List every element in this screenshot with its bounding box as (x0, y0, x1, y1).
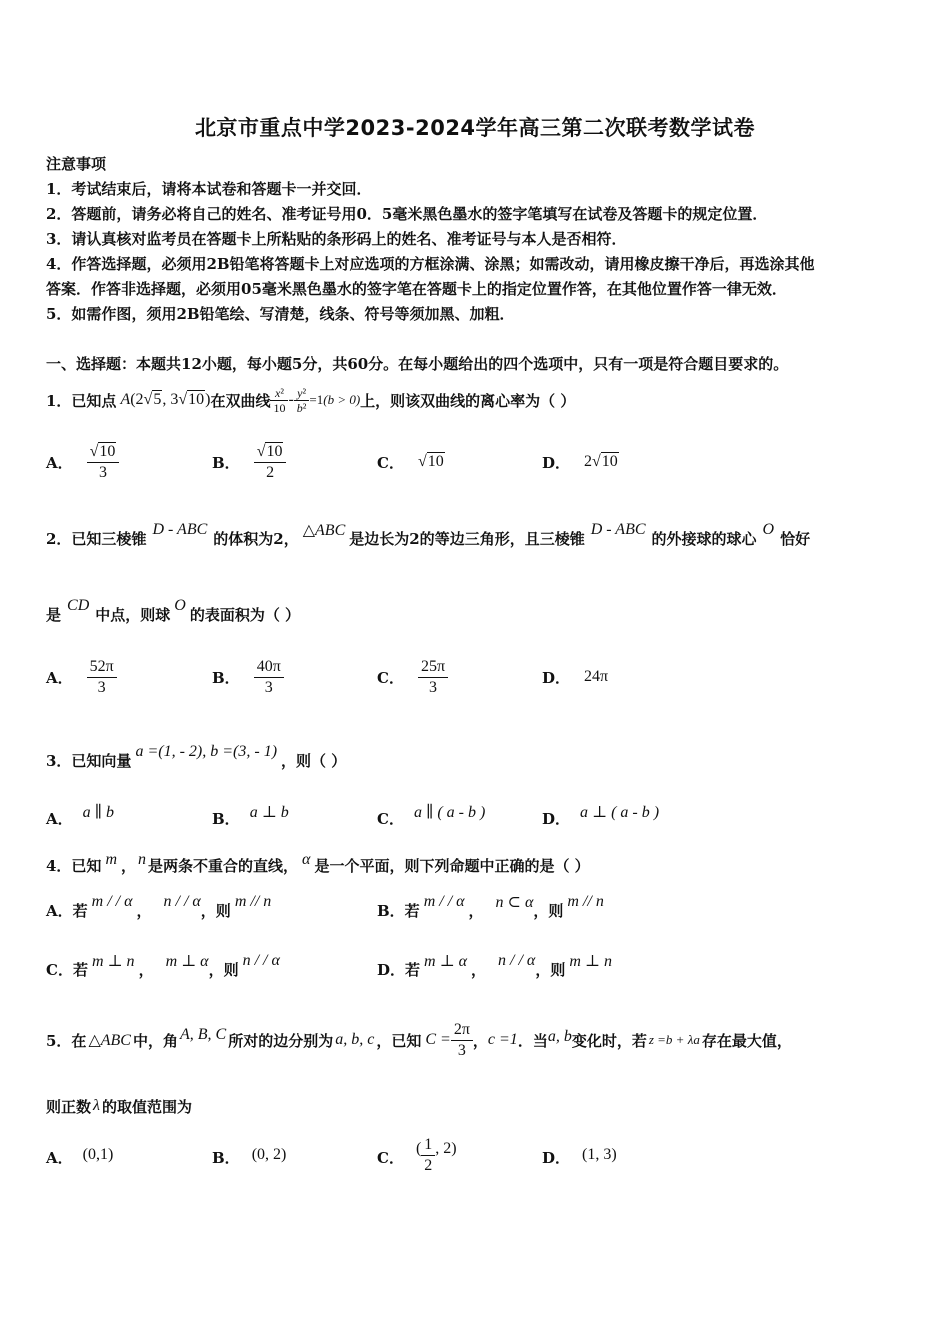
q4-c-then: ，则 (208, 960, 239, 979)
notice-item-4-cont: 答案．作答非选择题，必须用05毫米黑色墨水的签字笔在答题卡上的指定位置作答，在其他位置作答一律无效． (46, 280, 787, 298)
question-3 (46, 742, 346, 778)
q1-option-c[interactable] (377, 437, 445, 487)
option-label: B．若 (377, 901, 420, 920)
q3-option-d[interactable] (542, 800, 659, 836)
q2-option-b[interactable] (212, 652, 284, 702)
q2-option-c-value: $\frac{25\pi}{3}$ (418, 657, 448, 698)
q3-option-b-value: a ⊥ b (249, 804, 289, 821)
question-4 (46, 850, 590, 880)
q4-post: 是一个平面，则下列命题中正确的是（ ） (314, 856, 590, 875)
option-label: A． (46, 453, 73, 472)
q3-option-b[interactable] (212, 800, 289, 836)
q4-d-conclusion: m ⊥ n (569, 953, 612, 970)
q5-option-d-value: (1, 3) (582, 1146, 617, 1163)
q1-frac-y: $\frac{\text{y²}}{\text{b²}}$ (294, 386, 310, 415)
q2-line2-mid: 中点，则球 (95, 605, 171, 624)
notice-heading: 注意事项 (46, 155, 107, 173)
question-5-line-2 (46, 1096, 192, 1116)
q5-angle-c: C = (425, 1031, 451, 1048)
q4-option-c[interactable] (46, 951, 280, 987)
q4-sep: ， (121, 856, 137, 875)
option-label: D． (542, 1148, 571, 1167)
option-label: A． (46, 668, 73, 687)
option-label: D． (542, 453, 571, 472)
q5-mid3: ，已知 (376, 1031, 422, 1050)
q5-mid4: ．当 (517, 1031, 548, 1050)
q2-center-o: O (762, 521, 775, 538)
q5-options (46, 1132, 906, 1182)
q4-options-row-1 (46, 892, 906, 928)
q5-option-c-post: , 2) (435, 1140, 457, 1157)
option-label: B． (212, 809, 240, 828)
q1-options (46, 437, 906, 487)
notice-item-4: 4．作答选择题，必须用2B铅笔将答题卡上对应选项的方框涂满、涂黑；如需改动，请用橡皮擦干净后，再选涂其他 (46, 255, 815, 273)
q1-prefix: 1．已知点 (46, 391, 117, 410)
q4-b-then: ，则 (533, 901, 564, 920)
q1-option-a-value: $\frac{√10}{3}$ (87, 442, 120, 483)
q5-option-c-frac: $\frac{1}{2}$ (421, 1135, 435, 1176)
q5-triangle: △ABC (88, 1032, 131, 1049)
q1-option-d-value: 2√10 (584, 453, 618, 470)
page-title: 北京市重点中学2023-2024学年高三第二次联考数学试卷 (194, 116, 756, 140)
q1-post: 上，则该双曲线的离心率为（ ） (360, 391, 576, 410)
q2-prefix: 2．已知三棱锥 (46, 529, 147, 548)
q1-minus: - (288, 391, 294, 408)
q2-option-b-value: $\frac{40\pi}{3}$ (254, 657, 284, 698)
q4-options-row-2 (46, 951, 906, 987)
q5-option-a[interactable] (46, 1132, 113, 1182)
q4-b-sep: ， (468, 901, 484, 920)
option-label: C． (377, 809, 404, 828)
notice-item-5: 5．如需作图，须用2B铅笔绘、写清楚，线条、符号等须加黑、加粗． (46, 305, 515, 323)
q4-b-cond-1: m / / α (423, 893, 465, 910)
q2-tetra-2: D - ABC (590, 521, 646, 538)
q5-option-c-pre: ( (415, 1140, 422, 1157)
q3-option-c[interactable] (377, 800, 485, 836)
notice-item-2: 2．答题前，请务必将自己的姓名、准考证号用0．5毫米黑色墨水的签字笔填写在试卷及答题卡的规定位置． (46, 205, 768, 223)
q4-a-cond-2: n / / α (163, 893, 201, 910)
q3-post: ，则（ ） (281, 751, 347, 770)
q5-option-a-value: (0,1) (82, 1146, 114, 1163)
q4-b-conclusion: m // n (567, 893, 604, 910)
q5-option-b-value: (0, 2) (251, 1146, 287, 1163)
q2-mid3: 的外接球的球心 (651, 529, 757, 548)
q2-sphere-o: O (174, 597, 186, 614)
q4-c-conclusion: n / / α (242, 952, 280, 969)
question-1 (46, 380, 575, 420)
q3-vectors: a =(1, - 2), b =(3, - 1) (135, 743, 278, 760)
q1-condition: (b > 0) (323, 392, 361, 407)
q4-d-then: ，则 (535, 960, 566, 979)
q5-mid2: 所对的边分别为 (228, 1031, 334, 1050)
section-heading: 一、选择题：本题共12小题，每小题5分，共60分。在每小题给出的四个选项中，只有一项是符合题目要求的。 (46, 355, 789, 373)
q1-equals: =1 (309, 392, 324, 407)
q1-frac-x: $\frac{\text{x²}}{10}$ (270, 386, 288, 415)
q4-option-a[interactable] (46, 892, 271, 928)
q5-prefix: 5．在 (46, 1031, 87, 1050)
q1-option-b-value: $\frac{√10}{2}$ (254, 442, 287, 483)
option-label: A． (46, 809, 73, 828)
option-label: B． (212, 453, 240, 472)
q4-a-then: ，则 (200, 901, 231, 920)
q4-d-sep: ， (471, 960, 487, 979)
q2-mid1: 的体积为2， (213, 529, 299, 548)
q5-option-c[interactable] (377, 1132, 457, 1182)
q4-prefix: 4．已知 (46, 856, 102, 875)
q4-d-cond-1: m ⊥ α (424, 953, 468, 970)
option-label: C．若 (46, 960, 88, 979)
q2-option-d-value: 24π (584, 668, 609, 685)
q3-prefix: 3．已知向量 (46, 751, 132, 770)
option-label: B． (212, 668, 240, 687)
question-2 (46, 518, 810, 558)
q4-c-sep: ， (138, 960, 154, 979)
question-5 (46, 1012, 792, 1068)
notice-item-1: 1．考试结束后，请将本试卷和答题卡一并交回． (46, 180, 372, 198)
q5-sides: a, b, c (335, 1031, 375, 1048)
q3-option-c-value: a ∥ ( a - b ) (413, 804, 486, 821)
option-label: C． (377, 1148, 404, 1167)
option-label: C． (377, 668, 404, 687)
option-label: D．若 (377, 960, 421, 979)
q4-mid: 是两条不重合的直线， (148, 856, 299, 875)
q5-angle-c-value: $\frac{2\pi}{3}$ (451, 1020, 473, 1061)
q2-option-d[interactable] (542, 652, 608, 702)
q2-tetra-1: D - ABC (152, 521, 208, 538)
q4-a-sep: ， (136, 901, 152, 920)
q4-a-cond-1: m / / α (91, 893, 133, 910)
q5-comma: ， (472, 1031, 488, 1050)
q4-c-cond-1: m ⊥ n (91, 953, 135, 970)
q2-options (46, 652, 906, 702)
q4-plane-alpha: α (302, 851, 311, 868)
q3-option-a-value: a ∥ b (82, 804, 115, 821)
q1-point-label: A (120, 391, 131, 408)
q5-end: 存在最大值， (701, 1031, 792, 1050)
q5-ab: a, b (547, 1028, 572, 1045)
q2-line2-post: 的表面积为（ ） (189, 605, 301, 624)
q5-line2-post: 的取值范围为 (101, 1097, 192, 1116)
q4-c-cond-2: m ⊥ α (165, 953, 209, 970)
q1-point-coords: (2√5, 3√10) (130, 391, 211, 408)
q4-d-cond-2: n / / α (498, 952, 536, 969)
q4-b-cond-2: n ⊂ α (495, 894, 534, 911)
q5-mid1: 中，角 (132, 1031, 178, 1050)
q2-option-a-value: $\frac{52\pi}{3}$ (87, 657, 117, 698)
q5-side-c: c =1 (487, 1031, 518, 1048)
q5-mid5: 变化时，若 (571, 1031, 647, 1050)
option-label: B． (212, 1148, 240, 1167)
q5-option-b[interactable] (212, 1132, 286, 1182)
q1-mid: 在双曲线 (210, 391, 271, 410)
question-2-line-2 (46, 594, 300, 634)
q3-options (46, 800, 906, 836)
q1-option-b[interactable] (212, 437, 286, 487)
q2-triangle: △ABC (302, 522, 346, 539)
q5-option-d[interactable] (542, 1132, 617, 1182)
option-label: A． (46, 1148, 73, 1167)
q2-line2-pre: 是 (46, 605, 62, 624)
q2-option-a[interactable] (46, 652, 117, 702)
option-label: D． (542, 668, 571, 687)
q3-option-d-value: a ⊥ ( a - b ) (580, 804, 660, 821)
option-label: A．若 (46, 901, 88, 920)
q5-line2-pre: 则正数 (46, 1097, 92, 1116)
q5-angles: A, B, C (179, 1026, 227, 1043)
q4-a-conclusion: m // n (234, 893, 272, 910)
q4-line-n: n (138, 851, 147, 868)
q4-option-b[interactable] (377, 892, 604, 928)
q2-option-c[interactable] (377, 652, 448, 702)
q4-line-m: m (105, 851, 117, 868)
q1-option-d[interactable] (542, 437, 619, 487)
option-label: D． (542, 809, 571, 828)
q3-option-a[interactable] (46, 800, 114, 836)
q4-option-d[interactable] (377, 951, 612, 987)
q2-segment-cd: CD (67, 597, 90, 614)
q1-option-c-value: √10 (417, 453, 444, 470)
option-label: C． (377, 453, 404, 472)
q1-option-a[interactable] (46, 437, 119, 487)
q2-end: 恰好 (780, 529, 811, 548)
q5-z-expr: z =b + λa (648, 1032, 700, 1047)
notice-item-3: 3．请认真核对监考员在答题卡上所粘贴的条形码上的姓名、准考证号与本人是否相符． (46, 230, 627, 248)
q2-mid2: 是边长为2的等边三角形，且三棱锥 (349, 529, 585, 548)
q5-lambda: λ (93, 1097, 100, 1114)
